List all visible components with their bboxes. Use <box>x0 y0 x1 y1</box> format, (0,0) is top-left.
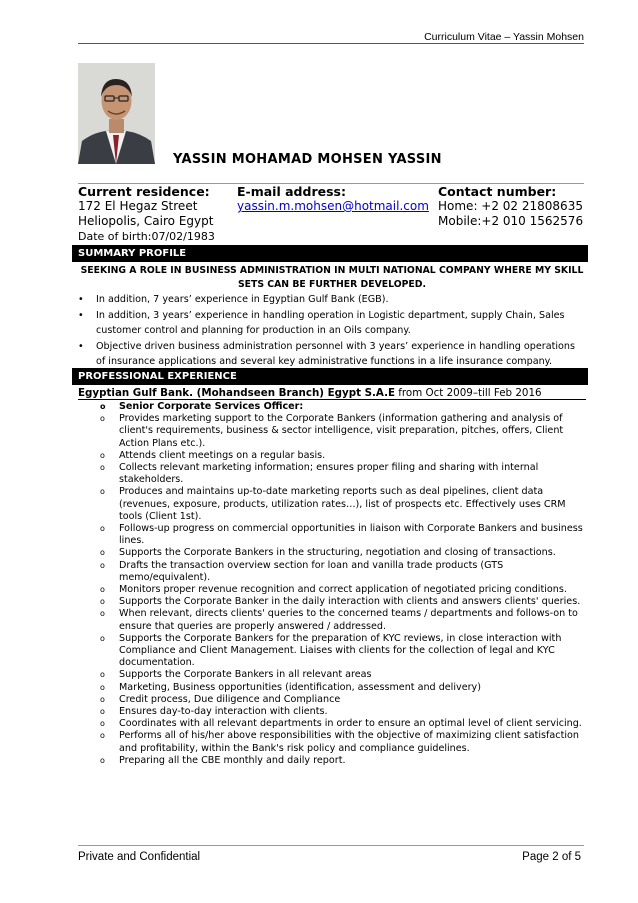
date-of-birth: Date of birth:07/02/1983 <box>78 230 215 243</box>
role-title: o Senior Corporate Services Officer: <box>100 401 304 412</box>
circle-bullet-icon: o <box>100 548 105 558</box>
page-number: Page 2 of 5 <box>522 851 581 863</box>
summary-item: • Objective driven business administration personnel with 3 years’ experience in handling operations of insurance applications and several key administrative functions in a life insurance company. <box>78 340 575 367</box>
email-link[interactable]: yassin.m.mohsen@hotmail.com <box>237 199 429 213</box>
circle-bullet-icon: o <box>100 585 105 595</box>
email-label: E-mail address: <box>237 184 346 199</box>
circle-bullet-icon: o <box>100 719 105 729</box>
address-line-1: 172 El Hegaz Street <box>78 199 198 213</box>
circle-bullet-icon: o <box>100 560 105 570</box>
summary-item: • In addition, 3 years’ experience in handling operation in Logistic department, supply Chain, Sales customer control and planning for production in an Oils company. <box>78 309 565 336</box>
experience-section-header: PROFESSIONAL EXPERIENCE <box>72 368 588 385</box>
duty-item: o When relevant, directs clients' queries to the concerned teams / departments and follows-on to ensure that queries are properly answered / addressed. <box>100 608 578 632</box>
objective-statement: SEEKING A ROLE IN BUSINESS ADMINISTRATION IN MULTI NATIONAL COMPANY WHERE MY SKILL SETS CAN BE FURTHER DEVELOPED. <box>80 265 584 290</box>
employment-period: from Oct 2009–till Feb 2016 <box>395 387 542 399</box>
circle-bullet-icon: o <box>100 402 106 411</box>
employer-name: Egyptian Gulf Bank. (Mohandseen Branch) Egypt S.A.E <box>78 387 396 399</box>
duty-item: o Preparing all the CBE monthly and daily report. <box>100 754 346 766</box>
circle-bullet-icon: o <box>100 609 105 619</box>
circle-bullet-icon: o <box>100 524 105 534</box>
duty-item: o Performs all of his/her above responsibilities with the objective of maximizing client satisfaction and profitability, within the Bank's risk policy and compliance guidelines. <box>100 730 579 754</box>
duty-item: o Collects relevant marketing information; ensures proper filing and sharing with internal stakeholders. <box>100 462 539 486</box>
circle-bullet-icon: o <box>100 450 105 460</box>
circle-bullet-icon: o <box>100 463 105 473</box>
circle-bullet-icon: o <box>100 707 105 717</box>
duty-item: o Supports the Corporate Banker in the daily interaction with clients and answers clients' queries. <box>100 596 581 608</box>
duty-item: o Credit process, Due diligence and Compliance <box>100 693 341 705</box>
duty-item: o Supports the Corporate Bankers for the preparation of KYC reviews, in close interaction with Compliance and Client Management. Liaises with clients for the collection of legal and KYC documentation. <box>100 632 562 669</box>
employer-divider <box>78 399 586 400</box>
candidate-name: YASSIN MOHAMAD MOHSEN YASSIN <box>173 152 442 167</box>
phone-block <box>438 184 583 229</box>
residence-label: Current residence: <box>78 184 210 199</box>
circle-bullet-icon: o <box>100 755 105 765</box>
duty-item: o Drafts the transaction overview section for loan and vanilla trade products (GTS memo/equivalent). <box>100 559 504 583</box>
mobile-phone: Mobile:+2 010 1562576 <box>438 214 584 228</box>
summary-item: • In addition, 7 years’ experience in Egyptian Gulf Bank (EGB). <box>78 292 586 308</box>
bullet-icon: • <box>78 340 84 352</box>
circle-bullet-icon: o <box>100 633 105 643</box>
profile-photo <box>78 63 155 164</box>
circle-bullet-icon: o <box>100 682 105 692</box>
header-divider <box>78 43 584 44</box>
summary-section-header: SUMMARY PROFILE <box>72 245 588 262</box>
residence-block <box>78 184 213 229</box>
email-block <box>237 184 429 214</box>
bullet-icon: • <box>78 294 84 305</box>
home-phone: Home: +2 02 21808635 <box>438 199 583 213</box>
circle-bullet-icon: o <box>100 414 105 424</box>
summary-list <box>78 292 586 370</box>
duty-item: o Ensures day-to-day interaction with clients. <box>100 706 328 718</box>
circle-bullet-icon: o <box>100 670 105 680</box>
bullet-icon: • <box>78 309 84 321</box>
circle-bullet-icon: o <box>100 694 105 704</box>
header-title: Curriculum Vitae – Yassin Mohsen <box>424 31 584 43</box>
circle-bullet-icon: o <box>100 597 105 607</box>
duty-item: o Coordinates with all relevant departments in order to ensure an optimal level of client servicing. <box>100 718 582 730</box>
circle-bullet-icon: o <box>100 731 105 741</box>
duty-item: o Marketing, Business opportunities (identification, assessment and delivery) <box>100 681 481 693</box>
duty-item: o Attends client meetings on a regular basis. <box>100 449 326 461</box>
footer-divider <box>78 845 584 846</box>
duty-item: o Monitors proper revenue recognition and correct application of negotiated pricing conditions. <box>100 584 567 596</box>
duty-item: o Provides marketing support to the Corporate Bankers (information gathering and analysis of client's requirements, business & sector intelligence, visit preparation, pitches, offers, Client Action Plans etc.). <box>100 413 564 449</box>
duties-list <box>100 401 586 767</box>
footer-confidential: Private and Confidential <box>78 851 201 863</box>
duty-item: o Produces and maintains up-to-date marketing reports such as deal pipelines, client data (revenues, exposure, products, utilization rates…), list of prospects etc. Effectively uses CRM tools (Client 1st). <box>100 486 566 522</box>
duty-item: o Supports the Corporate Bankers in the structuring, negotiation and closing of transactions. <box>100 547 556 559</box>
circle-bullet-icon: o <box>100 487 105 497</box>
duty-item: o Supports the Corporate Bankers in all relevant areas <box>100 669 372 681</box>
address-line-2: Heliopolis, Cairo Egypt <box>78 214 214 228</box>
duty-item: o Follows-up progress on commercial opportunities in liaison with Corporate Bankers and business lines. <box>100 523 583 547</box>
contact-number-label: Contact number: <box>438 184 557 199</box>
employer-line <box>78 387 542 399</box>
